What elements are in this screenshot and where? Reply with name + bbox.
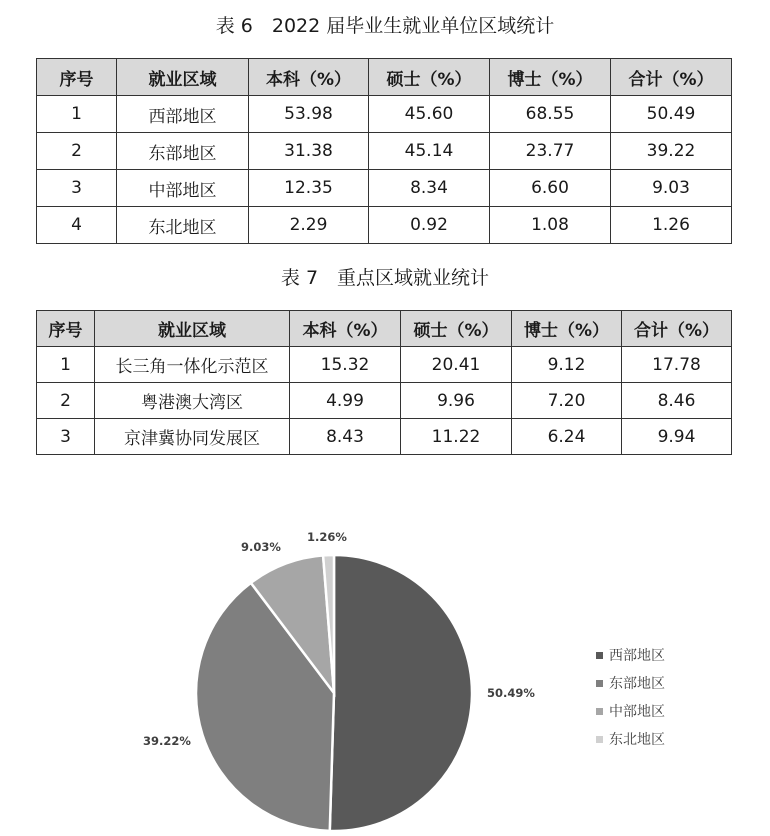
table6-header-3: 硕士（%） [369, 59, 490, 96]
table-cell: 西部地区 [117, 96, 249, 133]
table-cell: 6.24 [512, 419, 622, 455]
table-cell: 8.46 [622, 383, 732, 419]
table6-header-1: 就业区域 [117, 59, 249, 96]
table-row [37, 207, 732, 244]
table-cell: 粤港澳大湾区 [95, 383, 290, 419]
table6-caption: 表 6 2022 届毕业生就业单位区域统计 [215, 15, 555, 37]
table7-header-0: 序号 [37, 311, 95, 347]
legend-swatch [596, 708, 603, 715]
legend-item [596, 697, 665, 725]
table-cell: 45.60 [369, 96, 490, 133]
table7-header-1: 就业区域 [95, 311, 290, 347]
table-cell: 50.49 [611, 96, 732, 133]
table-cell: 9.94 [622, 419, 732, 455]
table7-header-4: 博士（%） [512, 311, 622, 347]
table-cell: 东北地区 [117, 207, 249, 244]
table-cell: 4.99 [290, 383, 401, 419]
pie-slice-0 [330, 555, 472, 831]
table-row [37, 347, 732, 383]
table-cell: 7.20 [512, 383, 622, 419]
table-row [37, 170, 732, 207]
table6-header-0: 序号 [37, 59, 117, 96]
table-cell: 3 [37, 419, 95, 455]
table-cell: 2 [37, 383, 95, 419]
table-row [37, 419, 732, 455]
table-cell: 53.98 [249, 96, 369, 133]
table7-header-3: 硕士（%） [401, 311, 512, 347]
table-cell: 长三角一体化示范区 [95, 347, 290, 383]
table-cell: 23.77 [490, 133, 611, 170]
legend-swatch [596, 680, 603, 687]
legend-item [596, 669, 665, 697]
legend-label: 东部地区 [609, 676, 665, 692]
legend-label: 西部地区 [609, 648, 665, 664]
table-cell: 45.14 [369, 133, 490, 170]
table-cell: 中部地区 [117, 170, 249, 207]
table-row [37, 96, 732, 133]
table6 [36, 58, 732, 244]
table-row [37, 133, 732, 170]
table-cell: 11.22 [401, 419, 512, 455]
table-cell: 2 [37, 133, 117, 170]
table7-caption: 表 7 重点区域就业统计 [280, 267, 490, 289]
table-cell: 9.96 [401, 383, 512, 419]
table7 [36, 310, 732, 455]
table-cell: 0.92 [369, 207, 490, 244]
table-cell: 15.32 [290, 347, 401, 383]
table-cell: 6.60 [490, 170, 611, 207]
table6-header-5: 合计（%） [611, 59, 732, 96]
table-cell: 3 [37, 170, 117, 207]
table-cell: 1 [37, 347, 95, 383]
table-cell: 1.08 [490, 207, 611, 244]
table-cell: 68.55 [490, 96, 611, 133]
pie-data-label-0: 50.49% [487, 686, 535, 700]
table-cell: 1 [37, 96, 117, 133]
table-cell: 12.35 [249, 170, 369, 207]
legend-item [596, 725, 665, 753]
legend-label: 东北地区 [609, 732, 665, 748]
table-cell: 20.41 [401, 347, 512, 383]
table7-header-2: 本科（%） [290, 311, 401, 347]
legend-label: 中部地区 [609, 704, 665, 720]
table6-header-2: 本科（%） [249, 59, 369, 96]
table7-header-5: 合计（%） [622, 311, 732, 347]
legend-swatch [596, 736, 603, 743]
table-row [37, 383, 732, 419]
table-cell: 9.03 [611, 170, 732, 207]
table-cell: 17.78 [622, 347, 732, 383]
pie-data-label-2: 9.03% [241, 540, 281, 554]
table-cell: 东部地区 [117, 133, 249, 170]
table6-header-4: 博士（%） [490, 59, 611, 96]
table-cell: 2.29 [249, 207, 369, 244]
table-cell: 8.43 [290, 419, 401, 455]
table-cell: 39.22 [611, 133, 732, 170]
table-cell: 9.12 [512, 347, 622, 383]
table-cell: 4 [37, 207, 117, 244]
legend-swatch [596, 652, 603, 659]
table-cell: 1.26 [611, 207, 732, 244]
pie-data-label-1: 39.22% [143, 734, 191, 748]
table-cell: 京津冀协同发展区 [95, 419, 290, 455]
legend-item [596, 641, 665, 669]
chart-legend [596, 641, 665, 753]
table-cell: 31.38 [249, 133, 369, 170]
table-cell: 8.34 [369, 170, 490, 207]
pie-data-label-3: 1.26% [307, 530, 347, 544]
